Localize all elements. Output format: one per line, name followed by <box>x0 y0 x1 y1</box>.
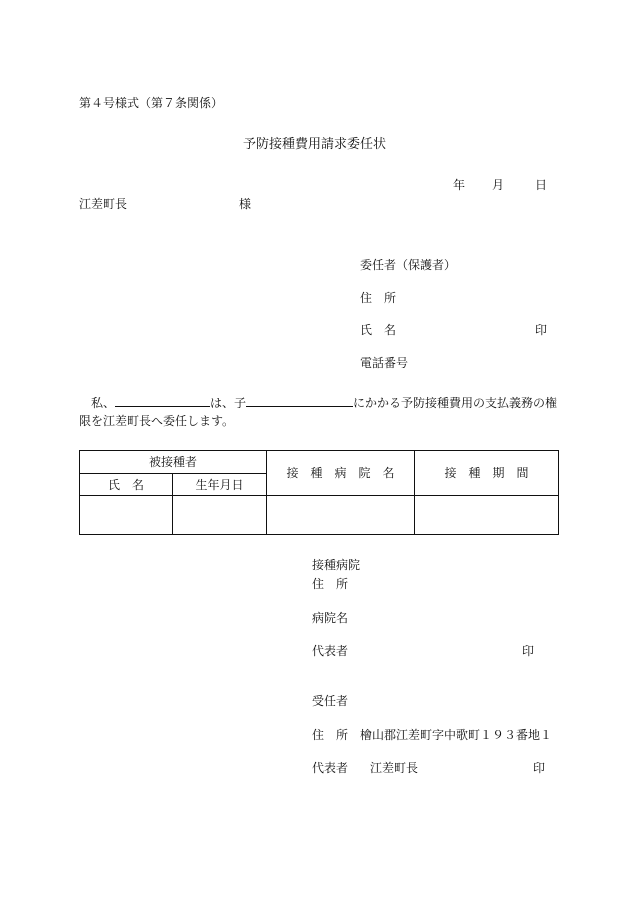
vaccination-table <box>79 450 559 535</box>
delegator-heading: 委任者（保護者） <box>360 258 457 272</box>
recipient-seal: 印 <box>533 761 546 775</box>
delegator-name-label: 氏 名 <box>360 323 397 337</box>
child-name-blank[interactable] <box>246 394 353 407</box>
birth-date-cell[interactable] <box>173 496 267 535</box>
agent-name-blank[interactable] <box>115 394 210 407</box>
date-day-label: 日 <box>535 178 548 192</box>
body-line-2: 限を江差町長へ委任します。 <box>79 414 235 428</box>
hospital-seal: 印 <box>522 644 535 658</box>
hospital-heading: 接種病院 <box>312 558 361 572</box>
hospital-name-label: 病院名 <box>312 611 349 625</box>
delegator-phone-label: 電話番号 <box>360 356 409 370</box>
recipient-address-value: 檜山郡江差町字中歌町１９３番地１ <box>360 728 553 742</box>
body-line-1 <box>91 394 557 410</box>
form-number: 第４号様式（第７条関係） <box>79 96 224 110</box>
recipient-heading: 受任者 <box>312 694 349 708</box>
recipient-address-label: 住 所 <box>312 728 349 742</box>
addressee-name: 江差町長 <box>79 197 128 211</box>
body-part-2: は、子 <box>210 396 247 410</box>
hospital-address-label: 住 所 <box>312 577 349 591</box>
vaccination-period-header: 接 種 期 間 <box>415 451 559 496</box>
recipient-rep-value: 江差町長 <box>370 761 419 775</box>
hospital-rep-label: 代表者 <box>312 644 349 658</box>
hospital-name-header: 接 種 病 院 名 <box>267 451 415 496</box>
date-month-label: 月 <box>492 178 505 192</box>
document-title: 予防接種費用請求委任状 <box>243 137 387 152</box>
body-part-1: 私、 <box>91 396 116 410</box>
birth-date-header: 生年月日 <box>173 474 267 496</box>
body-part-3: にかかる予防接種費用の支払義務の権 <box>353 396 558 410</box>
addressee-honorific: 様 <box>239 197 252 211</box>
vaccination-period-cell[interactable] <box>415 496 559 535</box>
date-year-label: 年 <box>453 178 466 192</box>
recipient-group-header: 被接種者 <box>80 451 267 474</box>
name-cell[interactable] <box>80 496 173 535</box>
delegator-address-label: 住 所 <box>360 291 397 305</box>
hospital-name-cell[interactable] <box>267 496 415 535</box>
name-header: 氏 名 <box>80 474 173 496</box>
delegator-seal: 印 <box>535 323 548 337</box>
recipient-rep-label: 代表者 <box>312 761 349 775</box>
